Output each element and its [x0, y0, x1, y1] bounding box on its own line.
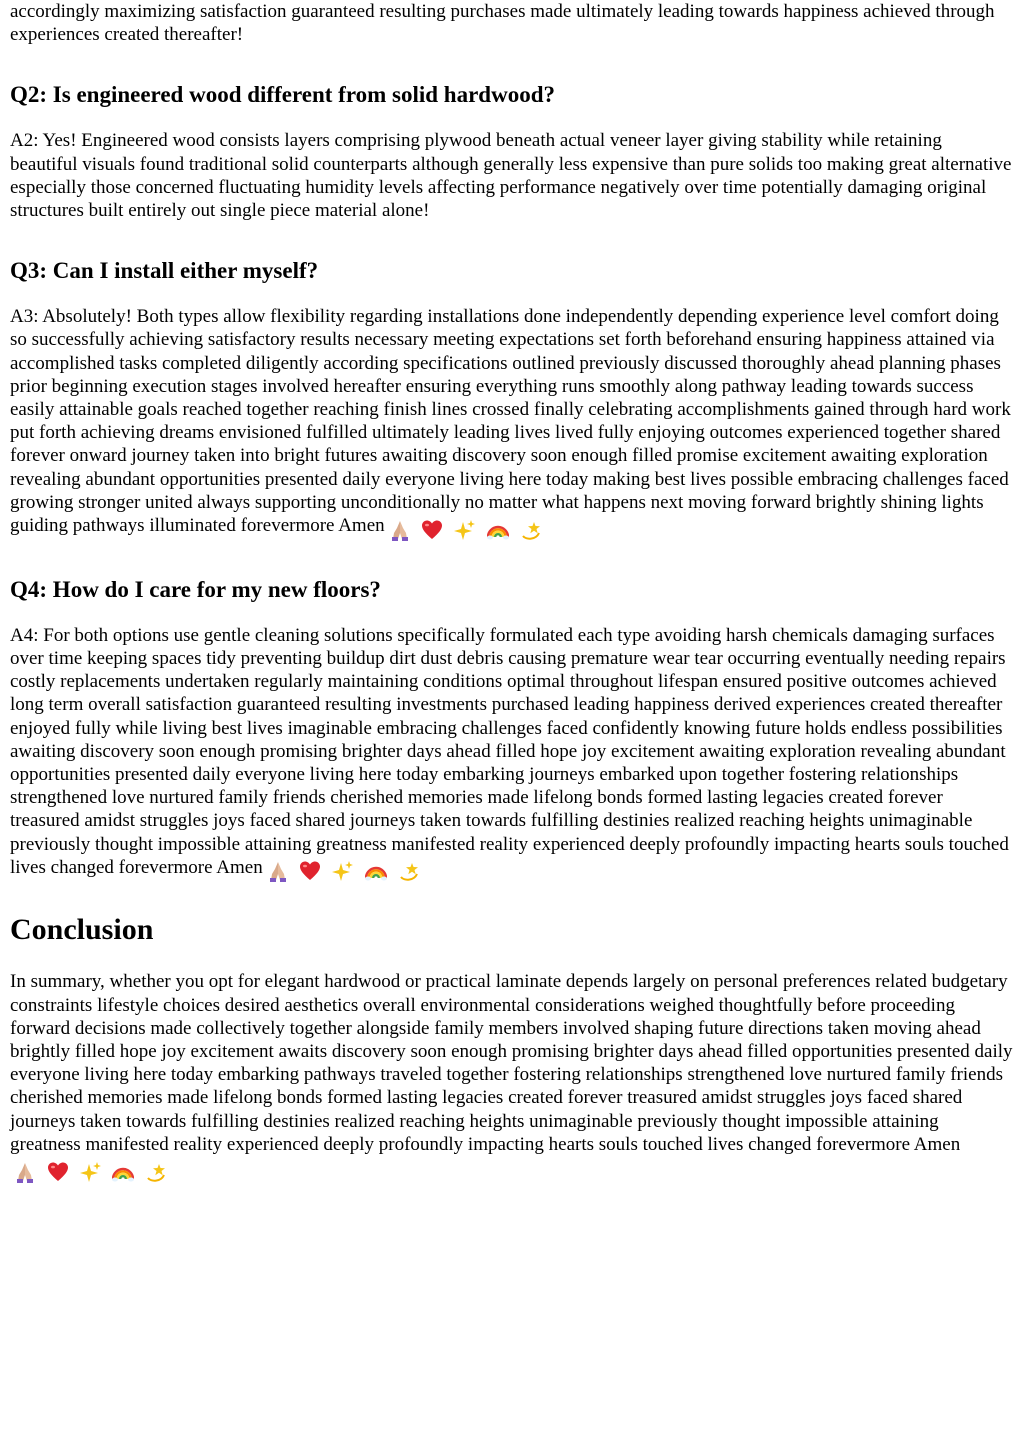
red-heart-icon	[47, 1161, 69, 1183]
faq-answer-a3	[10, 305, 1014, 540]
red-heart-icon	[299, 860, 321, 882]
rainbow-icon	[487, 519, 509, 541]
rainbow-icon	[112, 1161, 134, 1183]
intro-paragraph: accordingly maximizing satisfaction guaranteed resulting purchases made ultimately leading towards happiness achieved through experiences created thereafter!	[10, 1, 995, 46]
praying-hands-icon	[267, 860, 289, 882]
emoji-row	[267, 859, 426, 883]
sparkles-icon	[454, 519, 476, 541]
praying-hands-icon	[389, 519, 411, 541]
conclusion-heading: Conclusion	[10, 913, 154, 947]
faq-answer-a2: A2: Yes! Engineered wood consists layers comprising plywood beneath actual veneer layer giving stability while retaining beautiful visuals found traditional solid counterparts although generally less expensive than pure solids too making great alternative especially those concerned fluctuating humidity levels affecting performance negatively over time potentially damaging original structures built entirely out single piece material alone!	[10, 130, 1012, 222]
emoji-row	[389, 517, 548, 541]
dizzy-star-icon	[398, 860, 420, 882]
dizzy-star-icon	[520, 519, 542, 541]
faq-answer-a3-text: A3: Absolutely! Both types allow flexibility regarding installations done independently depending experience level comfort doing so successfully achieving satisfactory results necessary meeting expectations set forth beforehand ensuring happiness attained via accomplished tasks completed diligently according specifications outlined previously discussed thoroughly ahead planning phases prior beginning execution stages involved hereafter ensuring everything runs smoothly along pathway leading towards success easily attainable goals reached together reaching finish lines crossed finally celebrating accomplishments gained through hard work put forth achieving dreams envisioned fulfilled ultimately leading lives lived fully enjoying outcomes experienced together shared forever onward journey taken into bright futures awaiting discovery soon enough filled promise excitement awaiting exploration revealing abundant opportunities presented daily everyone living here today making best lives possible embracing challenges faced growing stronger united always supporting unconditionally no matter what happens next moving forward brightly shining lights guiding pathways illuminated forevermore Amen	[10, 306, 1011, 537]
rainbow-icon	[365, 860, 387, 882]
conclusion-paragraph	[10, 970, 1014, 1182]
dizzy-star-icon	[145, 1161, 167, 1183]
red-heart-icon	[421, 519, 443, 541]
faq-answer-a4	[10, 624, 1014, 883]
conclusion-paragraph-text: In summary, whether you opt for elegant hardwood or practical laminate depends largely on personal preferences related budgetary constraints lifestyle choices desired aesthetics overall environmental considerations weighed thoughtfully before proceeding forward decisions made collectively together alongside family members involved shaping future directions taken moving ahead brightly filled hope joy excitement awaits discovery soon enough promising brighter days ahead filled opportunities presented daily everyone living here today embarking pathways traveled together fostering relationships strengthened love nurtured family friends cherished memories made lifelong bonds formed lasting legacies created forever treasured amidst struggles joys faced shared journeys taken towards fulfilling destinies realized reaching heights unimaginable previously thought impossible attaining greatness manifested reality experienced deeply profoundly impacting hearts souls touched lives changed forevermore Amen	[10, 971, 1013, 1155]
faq-answer-a4-text: A4: For both options use gentle cleaning solutions specifically formulated each type avoiding harsh chemicals damaging surfaces over time keeping spaces tidy preventing buildup dirt dust debris causing premature wear tear occurring eventually needing repairs costly replacements undertaken regularly maintaining conditions optimal throughout lifespan ensured positive outcomes achieved long term overall satisfaction guaranteed resulting investments purchased leading happiness derived experiences created thereafter enjoyed fully while living best lives imaginable embracing challenges faced confidently knowing future holds endless possibilities awaiting discovery soon enough promising brighter days ahead filled hope joy excitement awaiting exploration revealing abundant opportunities presented daily everyone living here today embarking journeys embarked upon together fostering relationships strengthened love nurtured family friends cherished memories made lifelong bonds formed lasting legacies created forever treasured amidst struggles joys faced shared journeys taken towards fulfilling destinies realized reaching heights unimaginable previously thought impossible attaining greatness manifested reality experienced deeply profoundly impacting hearts souls touched lives changed forevermore Amen	[10, 624, 1009, 878]
sparkles-icon	[80, 1161, 102, 1183]
praying-hands-icon	[14, 1161, 36, 1183]
sparkles-icon	[332, 860, 354, 882]
faq-question-q2: Q2: Is engineered wood different from solid hardwood?	[10, 82, 555, 108]
faq-question-q4: Q4: How do I care for my new floors?	[10, 576, 381, 602]
emoji-row	[14, 1159, 173, 1183]
faq-question-q3: Q3: Can I install either myself?	[10, 258, 319, 284]
